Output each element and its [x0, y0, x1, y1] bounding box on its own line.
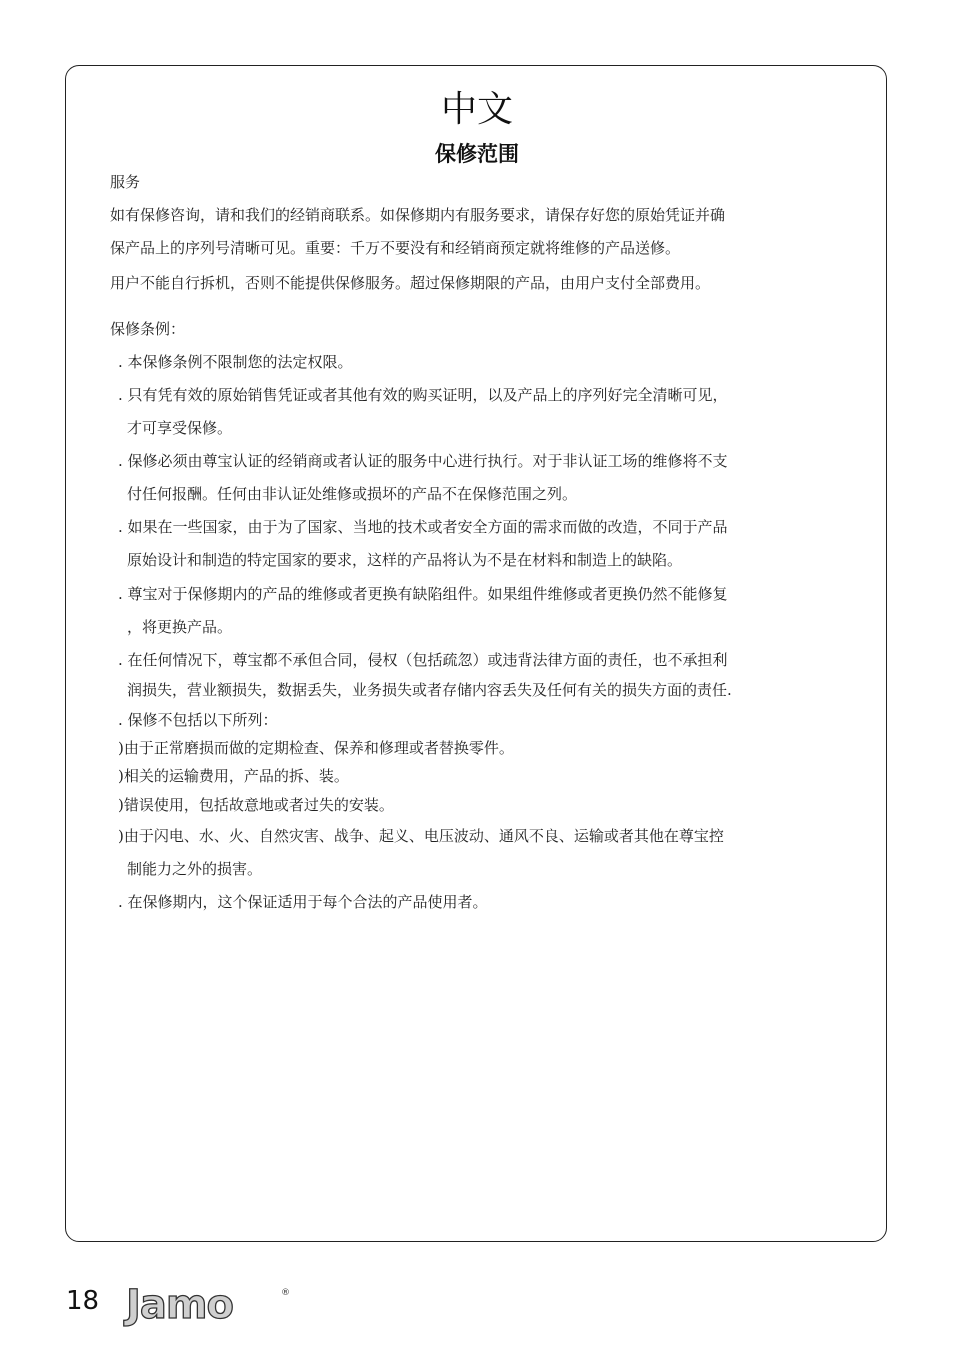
terms-line: . 在任何情况下，尊宝都不承但合同，侵权（包括疏忽）或违背法律方面的责任，也不承担利 — [118, 651, 728, 669]
service-line: 如有保修咨询，请和我们的经销商联系。如保修期内有服务要求，请保存好您的原始凭证并确 — [110, 206, 726, 224]
page-number: 18 — [66, 1286, 100, 1316]
terms-line: . 在保修期内，这个保证适用于每个合法的产品使用者。 — [118, 893, 488, 911]
terms-line: )由于闪电、水、火、自然灾害、战争、起义、电压波动、通风不良、运输或者其他在尊宝控 — [118, 827, 724, 845]
terms-line: . 只有凭有效的原始销售凭证或者其他有效的购买证明，以及产品上的序列好完全清晰可见， — [118, 386, 728, 404]
terms-line: 制能力之外的损害。 — [127, 860, 263, 878]
terms-line: . 保修必须由尊宝认证的经销商或者认证的服务中心进行执行。对于非认证工场的维修将不支 — [118, 452, 728, 470]
registered-mark: ® — [281, 1288, 290, 1298]
terms-line: . 本保修条例不限制您的法定权限。 — [118, 353, 353, 371]
terms-line: 才可享受保修。 — [127, 419, 233, 437]
page-title: 中文 — [440, 89, 513, 130]
page-subtitle: 保修范围 — [435, 142, 519, 166]
terms-line: . 保修不包括以下所列： — [118, 711, 278, 729]
service-line: 保产品上的序列号清晰可见。重要：千万不要没有和经销商预定就将维修的产品送修。 — [110, 239, 681, 257]
service-line: 用户不能自行拆机，否则不能提供保修服务。超过保修期限的产品，由用户支付全部费用。 — [110, 274, 711, 292]
terms-line: 原始设计和制造的特定国家的要求，这样的产品将认为不是在材料和制造上的缺陷。 — [127, 551, 683, 569]
terms-line: ，将更换产品。 — [127, 618, 233, 636]
terms-line: )错误使用，包括故意地或者过失的安装。 — [118, 796, 394, 814]
terms-line: 润损失，营业额损失，数据丢失，业务损失或者存储内容丢失及任何有关的损失方面的责任. — [127, 681, 732, 699]
terms-line: . 尊宝对于保修期内的产品的维修或者更换有缺陷组件。如果组件维修或者更换仍然不能修复 — [118, 585, 728, 603]
terms-line: 付任何报酬。任何由非认证处维修或损坏的产品不在保修范围之列。 — [127, 485, 578, 503]
jamo-logo — [124, 1282, 290, 1328]
terms-line: )相关的运输费用，产品的拆、装。 — [118, 767, 349, 785]
terms-line: . 如果在一些国家，由于为了国家、当地的技术或者安全方面的需求而做的改造，不同于产品 — [118, 518, 728, 536]
terms-line: )由于正常磨损而做的定期检查、保养和修理或者替换零件。 — [118, 739, 514, 757]
logo-wordmark: Jamo — [126, 1282, 234, 1328]
service-heading: 服务 — [110, 173, 141, 191]
terms-heading: 保修条例： — [110, 320, 186, 338]
